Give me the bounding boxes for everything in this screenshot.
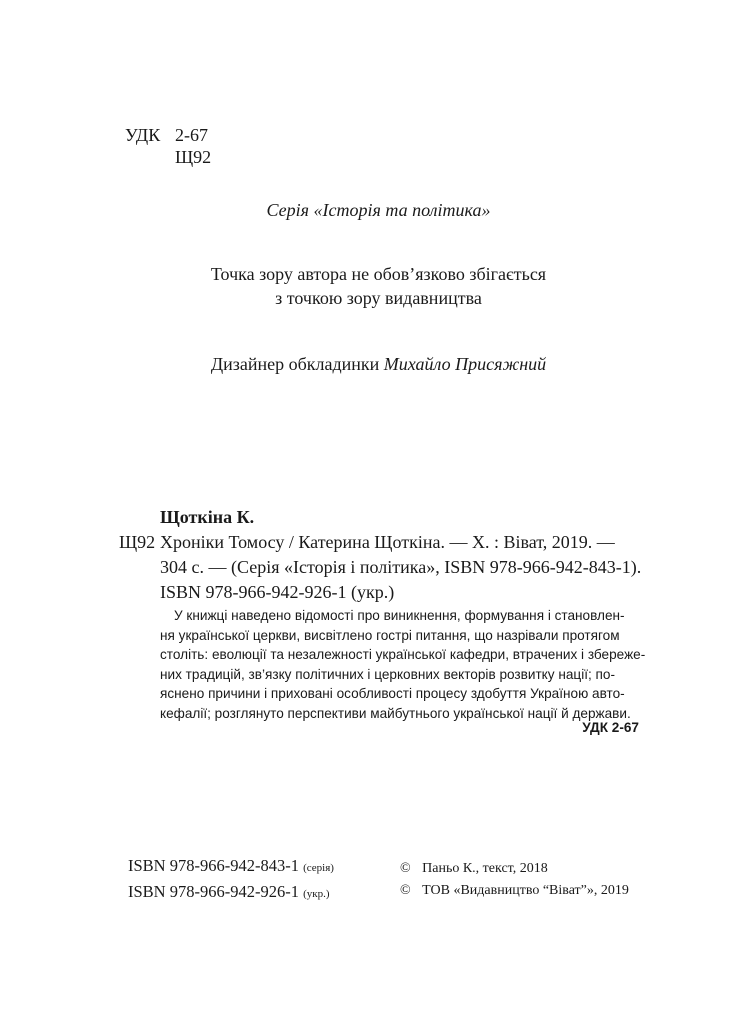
annotation-line: кефалії; розглянуто перспективи майбутнього української нації й держави. bbox=[160, 705, 631, 721]
designer-prefix: Дизайнер обкладинки bbox=[210, 354, 380, 374]
isbn-ukr bbox=[128, 880, 334, 906]
designer-credit bbox=[0, 354, 729, 375]
annotation-line: яснено причини і приховані особливості процесу здобуття Україною авто- bbox=[160, 686, 625, 701]
catalog-line-2: 304 с. — (Серія «Історія і політика», ISBN 978-966-942-843-1). bbox=[160, 557, 642, 577]
disclaimer-line-2: з точкою зору видавництва bbox=[275, 288, 482, 308]
isbn-note: (укр.) bbox=[303, 888, 330, 900]
copyright-publisher bbox=[400, 880, 629, 902]
copyright-symbol: © bbox=[400, 861, 411, 876]
isbn-series bbox=[128, 854, 334, 880]
author-code-row bbox=[125, 146, 211, 168]
catalog-row-1 bbox=[119, 530, 649, 555]
catalog-line-3: ISBN 978-966-942-926-1 (укр.) bbox=[160, 582, 395, 602]
copyright-symbol: © bbox=[400, 883, 411, 898]
copyright-text bbox=[400, 858, 629, 880]
isbn-number: ISBN 978-966-942-926-1 bbox=[128, 882, 299, 901]
catalog-card bbox=[119, 505, 649, 605]
copyright-block bbox=[400, 858, 629, 902]
annotation-line: них традицій, зв’язку політичних і церковних векторів розвитку нації; по- bbox=[160, 666, 616, 682]
copyright-owner: Паньо К., текст, 2018 bbox=[422, 861, 548, 876]
annotation-line: століть: еволюції та незалежності української кафедри, втрачених і збереже- bbox=[160, 647, 646, 662]
annotation bbox=[160, 606, 646, 723]
isbn-note: (серія) bbox=[303, 862, 334, 874]
catalog-author: Щоткіна К. bbox=[160, 507, 255, 527]
udk-value: 2-67 bbox=[175, 125, 208, 145]
copyright-owner: ТОВ «Видавництво “Віват”», 2019 bbox=[422, 883, 629, 898]
designer-name: Михайло Присяжний bbox=[383, 354, 547, 374]
isbn-block bbox=[128, 854, 334, 906]
disclaimer bbox=[0, 262, 729, 310]
disclaimer-line-1: Точка зору автора не обов’язково збігається bbox=[210, 264, 547, 284]
series-line: Серія «Історія та політика» bbox=[266, 200, 491, 220]
catalog-code: Щ92 bbox=[119, 532, 156, 552]
udk-footer: УДК 2-67 bbox=[582, 720, 639, 735]
udk-label: УДК bbox=[125, 125, 161, 145]
author-code: Щ92 bbox=[175, 147, 212, 167]
catalog-line-1: Хроніки Томосу / Катерина Щоткіна. — Х. : Віват, 2019. — bbox=[160, 532, 615, 552]
isbn-number: ISBN 978-966-942-843-1 bbox=[128, 856, 299, 875]
annotation-line: У книжці наведено відомості про виникнення, формування і становлен- bbox=[174, 608, 625, 623]
annotation-line: ня української церкви, висвітлено гострі питання, що назрівали протягом bbox=[160, 627, 620, 643]
udk-row bbox=[125, 124, 211, 146]
udk-header bbox=[125, 124, 211, 168]
